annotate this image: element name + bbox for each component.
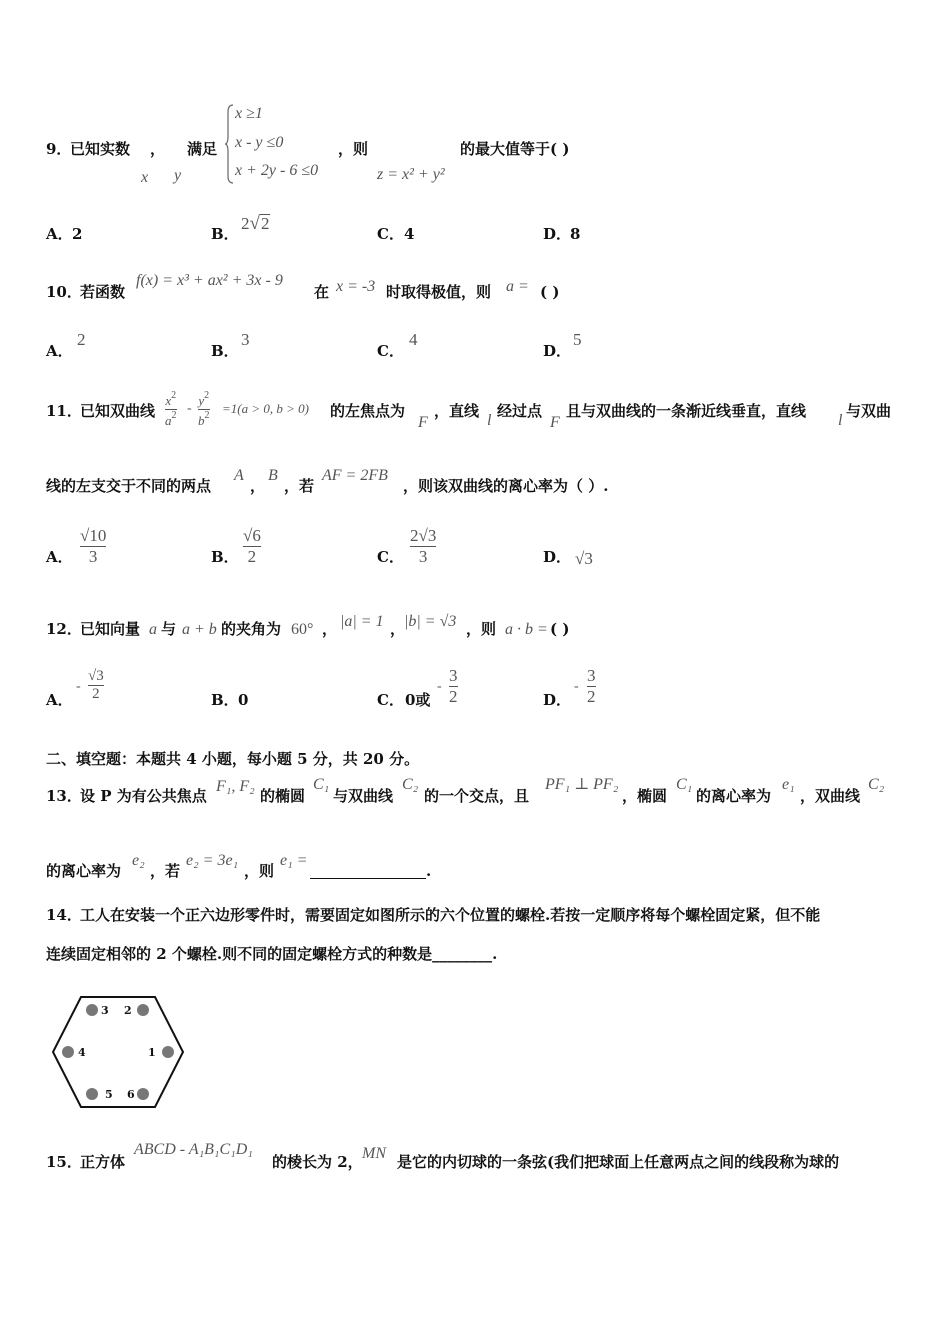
q11-option-b-den: 2	[247, 546, 257, 566]
q12-option-c-fraction	[449, 666, 458, 706]
q11-focus-F-2: F	[550, 414, 560, 431]
q15-stem-a: 正方体	[80, 1153, 126, 1171]
q11-line-l-2: l	[838, 412, 843, 429]
q11-comma: ，	[250, 477, 266, 495]
q11-stem-e: 且与双曲线的一条渐近线垂直，直线	[566, 402, 807, 420]
q13-e2: e₂	[132, 852, 145, 869]
q14-number: 14．	[46, 906, 82, 924]
q11-stem-a: 已知双曲线	[80, 402, 156, 420]
q12-option-a-fraction	[88, 668, 104, 704]
q10-option-a-value: 2	[77, 330, 86, 349]
q13-perpendicular: PF₁ ⊥ PF₂	[545, 776, 619, 793]
q12-stem-e: ( )	[550, 620, 570, 638]
q13-end: .	[426, 862, 432, 880]
q13-e1-equals: e₁ =	[280, 852, 308, 869]
q9-constraint-2: x - y ≤0	[235, 134, 284, 151]
q11-stem-b: 的左焦点为	[330, 402, 406, 420]
q11-line2-c: ，则该双曲线的离心率为（ ）.	[403, 477, 609, 495]
q13-line2-c: ，则	[244, 862, 275, 880]
q13-hyperbola-C2-2: C₂	[868, 776, 885, 793]
q11-option-c-num: 2√3	[410, 526, 437, 545]
q13-answer-blank	[310, 878, 426, 879]
q14-line2: 连续固定相邻的 2 个螺栓.则不同的固定螺栓方式的种数是________.	[46, 945, 498, 963]
q13-foci: F₁, F₂	[216, 778, 255, 795]
q12-number: 12．	[46, 620, 82, 638]
q12-option-a-num: √3	[88, 668, 104, 684]
q11-stem-c: ，直线	[434, 402, 480, 420]
q13-e-relation: e₂ = 3e₁	[186, 852, 239, 869]
q11-hyperbola-condition: =1(a > 0, b > 0)	[222, 401, 309, 416]
q11-option-b-label: B．	[211, 548, 239, 566]
q12-option-b-value: 0	[238, 691, 249, 709]
bolt-label-2: 2	[124, 1004, 132, 1017]
q10-option-d-label: D．	[543, 342, 572, 360]
q11-number: 11．	[46, 402, 82, 420]
q9-comma: ，	[150, 140, 166, 158]
q13-stem-e: ，椭圆	[622, 787, 668, 805]
q11-option-a-label: A．	[46, 548, 73, 566]
q9-option-c-label: C．	[377, 225, 404, 243]
q9-stem-c: ，则	[338, 140, 369, 158]
q9-option-c-value: 4	[404, 225, 415, 243]
q12-option-c-label: C．	[377, 691, 404, 709]
q12-comma-2: ，	[390, 620, 406, 638]
q10-option-c-label: C．	[377, 342, 404, 360]
q12-option-a-label: A．	[46, 691, 73, 709]
q9-var-y: y	[174, 167, 182, 184]
q12-angle: 60°	[291, 621, 314, 638]
q13-stem-d: 的一个交点，且	[424, 787, 530, 805]
q9-stem-b: 满足	[187, 140, 218, 158]
q15-stem-c: 是它的内切球的一条弦(我们把球面上任意两点之间的线段称为球的	[397, 1153, 840, 1171]
q12-stem-d: ，则	[466, 620, 497, 638]
q10-option-a-label: A．	[46, 342, 73, 360]
q12-option-c-den: 2	[449, 686, 458, 706]
q11-line2-a: 线的左支交于不同的两点	[46, 477, 212, 495]
q13-ellipse-C1: C₁	[313, 776, 330, 793]
q11-option-a-den: 3	[88, 546, 98, 566]
q13-number: 13．	[46, 787, 82, 805]
q13-stem-b: 的椭圆	[260, 787, 306, 805]
q12-comma: ，	[322, 620, 338, 638]
q9-var-x: x	[141, 169, 149, 186]
q13-stem-c: 与双曲线	[333, 787, 394, 805]
q12-option-d-fraction	[587, 666, 596, 706]
q11-minus-sign: -	[187, 401, 192, 416]
q11-option-c-den: 3	[418, 546, 428, 566]
q12-option-d-label: D．	[543, 691, 572, 709]
q11-point-A: A	[234, 467, 244, 484]
q10-stem-b: 在	[314, 283, 330, 301]
q11-line2-b: ，若	[284, 477, 315, 495]
q12-option-c-num: 3	[449, 666, 458, 685]
q10-option-b-label: B．	[211, 342, 239, 360]
q11-option-b-num: √6	[243, 526, 261, 545]
q11-hyperbola-x-term: $x^2$ $a^2$	[165, 390, 177, 428]
q10-number: 10．	[46, 283, 82, 301]
bolt-1	[162, 1046, 174, 1058]
q15-stem-b: 的棱长为 2，	[272, 1153, 363, 1171]
q10-function: f(x) = x³ + ax² + 3x - 9	[136, 272, 283, 289]
bolt-6	[137, 1088, 149, 1100]
q13-stem-g: ，双曲线	[800, 787, 861, 805]
q9-number: 9．	[46, 140, 72, 158]
bolt-label-5: 5	[105, 1088, 113, 1101]
q12-option-c-prefix: 0或	[405, 691, 431, 709]
q13-line2-a: 的离心率为	[46, 862, 122, 880]
q13-stem-f: 的离心率为	[696, 787, 772, 805]
q15-number: 15．	[46, 1153, 82, 1171]
q9-option-d-label: D．	[543, 225, 572, 243]
bolt-label-4: 4	[78, 1046, 86, 1059]
q12-stem-b: 与	[161, 620, 177, 638]
q11-option-c-label: C．	[377, 548, 404, 566]
q15-chord-MN: MN	[362, 1145, 386, 1162]
q11-option-d-value: √3	[575, 549, 593, 568]
q11-line-l: l	[487, 412, 492, 429]
q12-norm-a: |a| = 1	[340, 613, 384, 630]
q11-option-b-fraction	[243, 526, 261, 566]
q12-norm-b: |b| = √3	[404, 613, 457, 630]
q10-stem-c: 时取得极值，则	[386, 283, 492, 301]
q12-a-plus-b: a + b	[182, 621, 217, 638]
q9-option-d-value: 8	[570, 225, 581, 243]
bolt-2	[137, 1004, 149, 1016]
q13-ellipse-C1-2: C₁	[676, 776, 693, 793]
q11-hyperbola-y-term: $y^2$ $b^2$	[198, 390, 210, 428]
hexagon-diagram	[50, 994, 186, 1110]
q11-point-B: B	[268, 467, 278, 484]
q11-focus-F: F	[418, 414, 428, 431]
bolt-label-1: 1	[148, 1046, 156, 1059]
bolt-5	[86, 1088, 98, 1100]
q12-dot-product: a · b =	[505, 621, 548, 638]
q11-option-c-fraction	[410, 526, 436, 566]
q10-stem-d: ( )	[540, 283, 560, 301]
q12-option-d-sign: -	[574, 679, 579, 694]
q12-option-a-den: 2	[92, 686, 100, 703]
q15-cube: ABCD - A₁B₁C₁D₁	[134, 1141, 253, 1158]
q13-stem-a: 设 P 为有公共焦点	[80, 787, 207, 805]
bolt-3	[86, 1004, 98, 1016]
q9-constraint-1: x ≥1	[235, 105, 263, 122]
q12-vector-a: a	[149, 621, 157, 638]
q12-option-b-label: B．	[211, 691, 239, 709]
bolt-label-3: 3	[101, 1004, 109, 1017]
q9-z-expression: z = x² + y²	[377, 166, 445, 183]
q9-stem-d: 的最大值等于( )	[460, 140, 570, 158]
q9-option-b-value: 2√2	[241, 213, 270, 234]
q13-e1: e₁	[782, 776, 795, 793]
bolt-4	[62, 1046, 74, 1058]
q13-hyperbola-C2: C₂	[402, 776, 419, 793]
q12-option-d-num: 3	[587, 666, 596, 685]
q14-line1: 工人在安装一个正六边形零件时，需要固定如图所示的六个位置的螺栓.若按一定顺序将每个螺栓固定紧，但不能	[80, 906, 821, 924]
q9-stem-a: 已知实数	[70, 140, 131, 158]
q9-option-a-value: 2	[72, 225, 83, 243]
q12-stem-c: 的夹角为	[221, 620, 282, 638]
q9-option-a-label: A．	[46, 225, 73, 243]
q9-option-b-label: B．	[211, 225, 239, 243]
q10-stem-a: 若函数	[80, 283, 126, 301]
q12-option-d-den: 2	[587, 686, 596, 706]
q10-option-b-value: 3	[241, 330, 250, 349]
system-brace	[224, 104, 234, 184]
q11-stem-d: 经过点	[497, 402, 543, 420]
section-heading-fill-in: 二、填空题：本题共 4 小题，每小题 5 分，共 20 分。	[46, 750, 420, 768]
q10-option-c-value: 4	[409, 330, 418, 349]
q12-option-c-sign: -	[437, 679, 442, 694]
q12-stem-a: 已知向量	[80, 620, 141, 638]
q11-option-d-label: D．	[543, 548, 572, 566]
q11-option-a-num: √10	[80, 526, 107, 545]
q10-point: x = -3	[336, 278, 376, 295]
q11-option-a-fraction	[80, 526, 106, 566]
q10-option-d-value: 5	[573, 330, 582, 349]
q10-a-equals: a =	[506, 278, 529, 295]
q11-stem-f: 与双曲	[846, 402, 892, 420]
q12-option-a-sign: -	[76, 679, 81, 694]
q11-relation: AF = 2FB	[322, 467, 388, 484]
q9-constraint-3: x + 2y - 6 ≤0	[235, 162, 319, 179]
q13-line2-b: ，若	[150, 862, 181, 880]
bolt-label-6: 6	[127, 1088, 135, 1101]
